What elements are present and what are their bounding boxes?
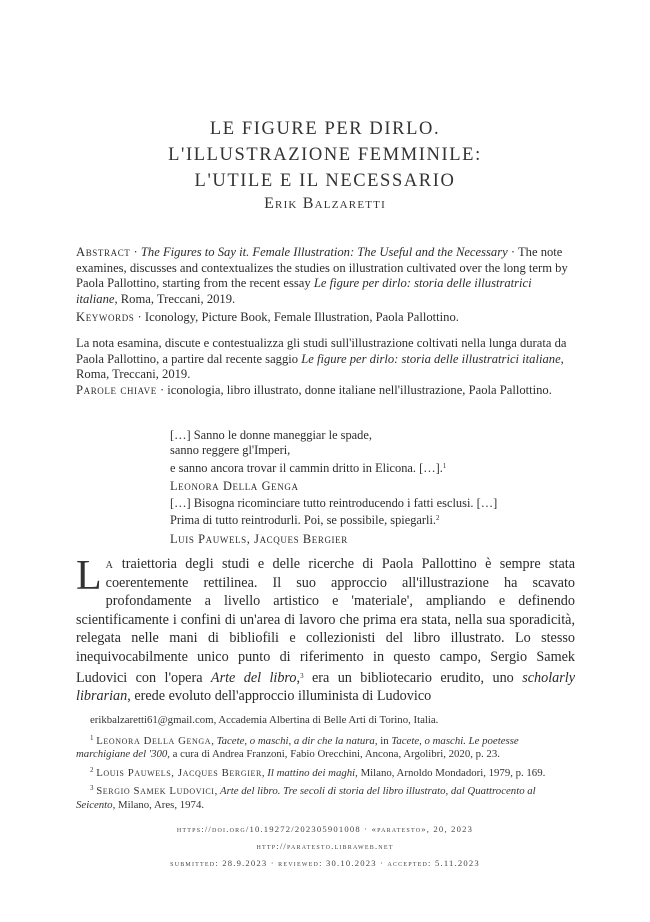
footer-dates: submitted: 28.9.2023 · reviewed: 30.10.2023 · accepted: 5.11.2023: [170, 858, 480, 868]
footer-doi: https://doi.org/10.19272/202305901008 · «paratesto», 20, 2023: [176, 824, 474, 834]
footnote-3: $^3$ Sergio Samek Ludovici, Arte del libro. Tre secoli di storia del libro illustrato, dal Quattrocento al Seicento, Milano, Ares, 1974.: [76, 784, 536, 811]
footnote-ref: 3: [300, 671, 304, 680]
epigraph-1-line: sanno reggere gl'Imperi,: [170, 443, 291, 458]
riassunto-text-2: , Roma, Treccani, 2019.: [76, 351, 564, 382]
abstract-label: Abstract: [76, 245, 131, 259]
footnote-number: 2: [90, 765, 94, 774]
footnote-text: , in: [374, 734, 392, 747]
footnote-text: , Milano, Ares, 1974.: [112, 798, 205, 811]
epigraph-2-line: […] Bisogna ricominciare tutto reintroducendo i fatti esclusi. […]: [170, 496, 498, 510]
footnote-1: $^1$ Leonora Della Genga, Tacete, o maschi, a dir che la natura, in Tacete, o maschi. Le poetesse marchigiane del '300, a cura di Andrea Franzoni, Fabio Orecchini, Ancona, Argolibri, 2020, p. 23.: [76, 733, 519, 761]
separator: ·: [156, 383, 168, 397]
title-line-1: LE FIGURE PER DIRLO.: [209, 119, 441, 139]
body-phrase: scholarly librarian: [76, 669, 575, 705]
footnote-text: , a cura di Andrea Franzoni, Fabio Orecchini, Ancona, Argolibri, 2020, p. 23.: [167, 748, 500, 761]
article-title: [0, 116, 650, 194]
parole-chiave-text: iconologia, libro illustrato, donne italiane nell'illustrazione, Paola Pallottino.: [167, 383, 552, 397]
body-text-1: traiettoria degli studi e delle ricerche di Paola Pallottino è sempre stata coerentemente rettilinea. Il suo approccio all'illustrazione ha scavato profondamente a livello artistico e 'materiale', ampliando e definendo scientificamente i confini di un'area di lavoro che prima era stata, nella sua sporadicità, relegata nelle mani di bibliofili e collezionisti del libro illustrato. Lo stesso inequivocabilmente unico punto di riferimento in questo campo, Sergio Samek Ludovici con l'opera: [76, 556, 575, 686]
riassunto-essay-title: Le figure per dirlo: storia delle illustratrici italiane: [301, 351, 561, 366]
footer-url: http://paratesto.libraweb.net: [256, 841, 394, 851]
epigraph-1: [170, 428, 550, 495]
footnote-title: Tacete, o maschi, a dir che la natura: [216, 734, 375, 747]
footnote-text: , Milano, Arnoldo Mondadori, 1979, p. 169.: [355, 766, 546, 779]
footnote-ref: 1: [442, 461, 447, 470]
riassunto-it: [76, 336, 575, 383]
footnote-title: Arte del libro. Tre secoli di storia del libro illustrato, dal Quattrocento al Seicento: [76, 785, 536, 811]
body-text-2: era un bibliotecario erudito, uno: [303, 669, 523, 686]
keywords-text: Iconology, Picture Book, Female Illustration, Paola Pallottino.: [144, 310, 459, 324]
body-text-3: , erede evoluto dell'approccio illuminista di Ludovico: [127, 688, 432, 705]
footnote-2: $^2$ Louis Pauwels, Jacques Bergier, Il mattino dei maghi, Milano, Arnoldo Mondadori, 1979, p. 169.: [90, 765, 546, 779]
drop-cap: L: [76, 553, 102, 599]
epigraph-2-line: Prima di tutto reintrodurli. Poi, se possibile, spiegarli.: [170, 513, 437, 528]
abstract-en: [76, 245, 575, 307]
title-line-3: L'UTILE E IL NECESSARIO: [194, 171, 456, 191]
keywords-label: Keywords: [76, 310, 135, 324]
author-affiliation: erikbalzaretti61@gmail.com, Accademia Albertina di Belle Arti di Torino, Italia.: [90, 714, 439, 726]
footnote-title: Il mattino dei maghi: [267, 766, 356, 779]
abstract-text-1: The note examines, discusses and contextualizes the studies on illustration cultivated over the long term by Paola Pallottino, starting from the recent essay: [76, 245, 568, 291]
article-author: Erik Balzaretti: [264, 195, 386, 212]
abstract-text-2: , Roma, Treccani, 2019.: [114, 291, 236, 306]
abstract-essay-title: Le figure per dirlo: storia delle illustratrici italiane: [76, 276, 532, 306]
footnote-author: Louis Pauwels, Jacques Bergier: [96, 766, 262, 779]
riassunto-text-1: La nota esamina, discute e contestualizza gli studi sull'illustrazione coltivati nella lunga durata da Paola Pallottino, a partire dal recente saggio: [76, 336, 567, 366]
footnote-number: 3: [90, 784, 94, 793]
parole-chiave-label: Parole chiave: [76, 383, 157, 397]
lead-word: a: [105, 556, 114, 572]
separator: ·: [134, 310, 145, 324]
title-line-2: L'ILLUSTRAZIONE FEMMINILE:: [168, 145, 482, 165]
footnote-author: Sergio Samek Ludovici: [96, 785, 215, 798]
keywords-en: [76, 310, 575, 326]
parole-chiave: [76, 383, 575, 399]
epigraph-1-author: Leonora Della Genga: [170, 479, 299, 494]
footnote-ref: 2: [436, 514, 440, 523]
epigraph-2: [170, 496, 550, 547]
footnotes: [76, 714, 575, 813]
epigraph-1-line: […] Sanno le donne maneggiar le spade,: [170, 428, 372, 442]
epigraph-1-line: e sanno ancora trovar il cammin dritto in Elicona. […].: [170, 460, 443, 475]
footnote-book: Tacete, o maschi. Le poetesse marchigiane del '300: [76, 734, 519, 761]
separator: ·: [507, 245, 518, 259]
epigraph-2-author: Luis Pauwels, Jacques Bergier: [170, 531, 348, 546]
separator: ·: [130, 245, 141, 259]
footnote-number: 1: [90, 733, 94, 742]
footnote-author: Leonora Della Genga: [96, 734, 212, 747]
body-work-title: Arte del libro: [210, 669, 297, 686]
abstract-title: The Figures to Say it. Female Illustration: The Useful and the Necessary: [140, 245, 508, 259]
body-paragraph: La traiettoria degli studi e delle ricerche di Paola Pallottino è sempre stata coerentemente rettilinea. Il suo approccio all'illustrazione ha scavato profondamente a livello artistico e 'materiale', ampliando e definendo scientificamente i confini di un'area di lavoro che prima era stata, nella sua sporadicità, relegata nelle mani di bibliofili e collezionisti del libro illustrato. Lo stesso inequivocabilmente unico punto di riferimento in questo campo, Sergio Samek Ludovici con l'opera Arte del libro,$^3$ era un bibliotecario erudito, uno scholarly librarian, erede evoluto dell'approccio illuminista di Ludovico: [76, 553, 575, 705]
